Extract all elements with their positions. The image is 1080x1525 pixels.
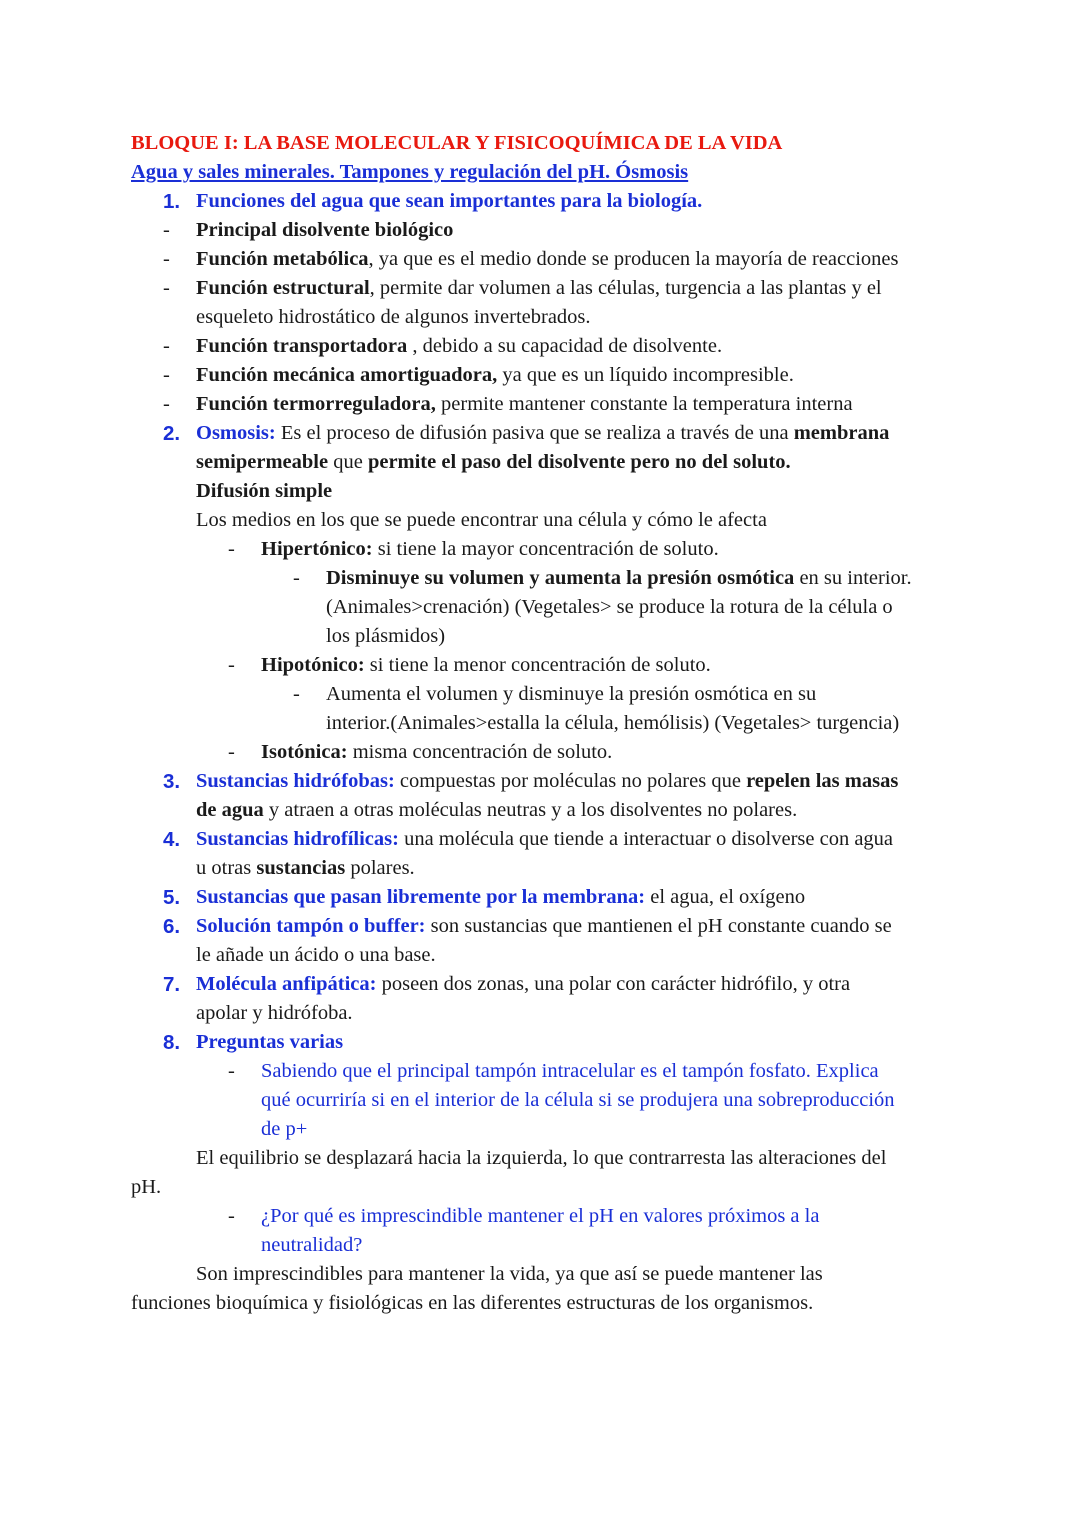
answer-2-continued: funciones bioquímica y fisiológicas en las diferentes estructuras de los organismos.: [131, 1292, 814, 1314]
hypertonic-detail-3: los plásmidos): [326, 625, 446, 647]
water-function-6: Función termorreguladora, permite mantener constante la temperatura interna: [196, 393, 853, 415]
answer-2: Son imprescindibles para mantener la vida, ya que así se puede mantener las: [196, 1263, 823, 1285]
bullet-dash: -: [163, 364, 170, 386]
item-number-7: 7.: [163, 973, 181, 996]
osmosis-definition-continued: semipermeable que permite el paso del disolvente pero no del soluto.: [196, 451, 791, 473]
bullet-dash: -: [163, 335, 170, 357]
question-1-continued: qué ocurriría si en el interior de la célula si se produjera una sobreproducción: [261, 1089, 895, 1111]
osmosis-definition: Osmosis: Es el proceso de difusión pasiva que se realiza a través de una membrana: [196, 422, 890, 444]
bullet-dash: -: [293, 567, 300, 589]
page-title: BLOQUE I: LA BASE MOLECULAR Y FISICOQUÍMICA DE LA VIDA: [131, 132, 783, 154]
isotonic-item: Isotónica: misma concentración de soluto.: [261, 741, 613, 763]
bullet-dash: -: [163, 393, 170, 415]
item-number-1: 1.: [163, 190, 181, 213]
water-function-4: Función transportadora , debido a su capacidad de disolvente.: [196, 335, 723, 357]
hydrophilic-definition-continued: u otras sustancias polares.: [196, 857, 415, 879]
bullet-dash: -: [228, 538, 235, 560]
item-number-8: 8.: [163, 1031, 181, 1054]
question-1-continued-2: de p+: [261, 1118, 308, 1140]
hydrophobic-definition: Sustancias hidrófobas: compuestas por moléculas no polares que repelen las masas: [196, 770, 899, 792]
hydrophilic-definition: Sustancias hidrofílicas: una molécula que tiende a interactuar o disolverse con agua: [196, 828, 894, 850]
bullet-dash: -: [228, 741, 235, 763]
question-1: Sabiendo que el principal tampón intracelular es el tampón fosfato. Explica: [261, 1060, 879, 1082]
bullet-dash: -: [163, 277, 170, 299]
hypotonic-detail-2: interior.(Animales>estalla la célula, hemólisis) (Vegetales> turgencia): [326, 712, 900, 734]
bullet-dash: -: [163, 219, 170, 241]
amphipathic-definition: Molécula anfipática: poseen dos zonas, una polar con carácter hidrófilo, y otra: [196, 973, 851, 995]
buffer-definition: Solución tampón o buffer: son sustancias que mantienen el pH constante cuando se: [196, 915, 892, 937]
section-subtitle: Agua y sales minerales. Tampones y regulación del pH. Ósmosis: [131, 161, 689, 183]
water-function-3-continued: esqueleto hidrostático de algunos invertebrados.: [196, 306, 591, 328]
water-function-2: Función metabólica, ya que es el medio donde se producen la mayoría de reacciones: [196, 248, 899, 270]
item-1-heading: Funciones del agua que sean importantes para la biología.: [196, 190, 703, 212]
water-function-5: Función mecánica amortiguadora, ya que es un líquido incompresible.: [196, 364, 794, 386]
bullet-dash: -: [228, 654, 235, 676]
hypertonic-detail-2: (Animales>crenación) (Vegetales> se produce la rotura de la célula o: [326, 596, 893, 618]
question-2-continued: neutralidad?: [261, 1234, 363, 1256]
answer-1: El equilibrio se desplazará hacia la izquierda, lo que contrarresta las alteraciones del: [196, 1147, 887, 1169]
hypertonic-item: Hipertónico: si tiene la mayor concentración de soluto.: [261, 538, 719, 560]
item-number-4: 4.: [163, 828, 181, 851]
answer-1-continued: pH.: [131, 1176, 162, 1198]
osmosis-subheading: Difusión simple: [196, 480, 333, 502]
water-function-3: Función estructural, permite dar volumen a las células, turgencia a las plantas y el: [196, 277, 882, 299]
hypertonic-detail: Disminuye su volumen y aumenta la presión osmótica en su interior.: [326, 567, 912, 589]
bullet-dash: -: [293, 683, 300, 705]
amphipathic-definition-continued: apolar y hidrófoba.: [196, 1002, 353, 1024]
bullet-dash: -: [228, 1205, 235, 1227]
hydrophobic-definition-continued: de agua y atraen a otras moléculas neutras y a los disolventes no polares.: [196, 799, 798, 821]
hypotonic-item: Hipotónico: si tiene la menor concentración de soluto.: [261, 654, 711, 676]
item-number-3: 3.: [163, 770, 181, 793]
water-function-1: Principal disolvente biológico: [196, 219, 454, 241]
buffer-definition-continued: le añade un ácido o una base.: [196, 944, 436, 966]
hypotonic-detail: Aumenta el volumen y disminuye la presión osmótica en su: [326, 683, 817, 705]
item-number-6: 6.: [163, 915, 181, 938]
osmosis-intro: Los medios en los que se puede encontrar una célula y cómo le afecta: [196, 509, 767, 531]
item-8-heading: Preguntas varias: [196, 1031, 344, 1053]
question-2: ¿Por qué es imprescindible mantener el pH en valores próximos a la: [261, 1205, 820, 1227]
item-number-2: 2.: [163, 422, 181, 445]
bullet-dash: -: [163, 248, 170, 270]
membrane-substances: Sustancias que pasan libremente por la membrana: el agua, el oxígeno: [196, 886, 806, 908]
item-number-5: 5.: [163, 886, 181, 909]
bullet-dash: -: [228, 1060, 235, 1082]
